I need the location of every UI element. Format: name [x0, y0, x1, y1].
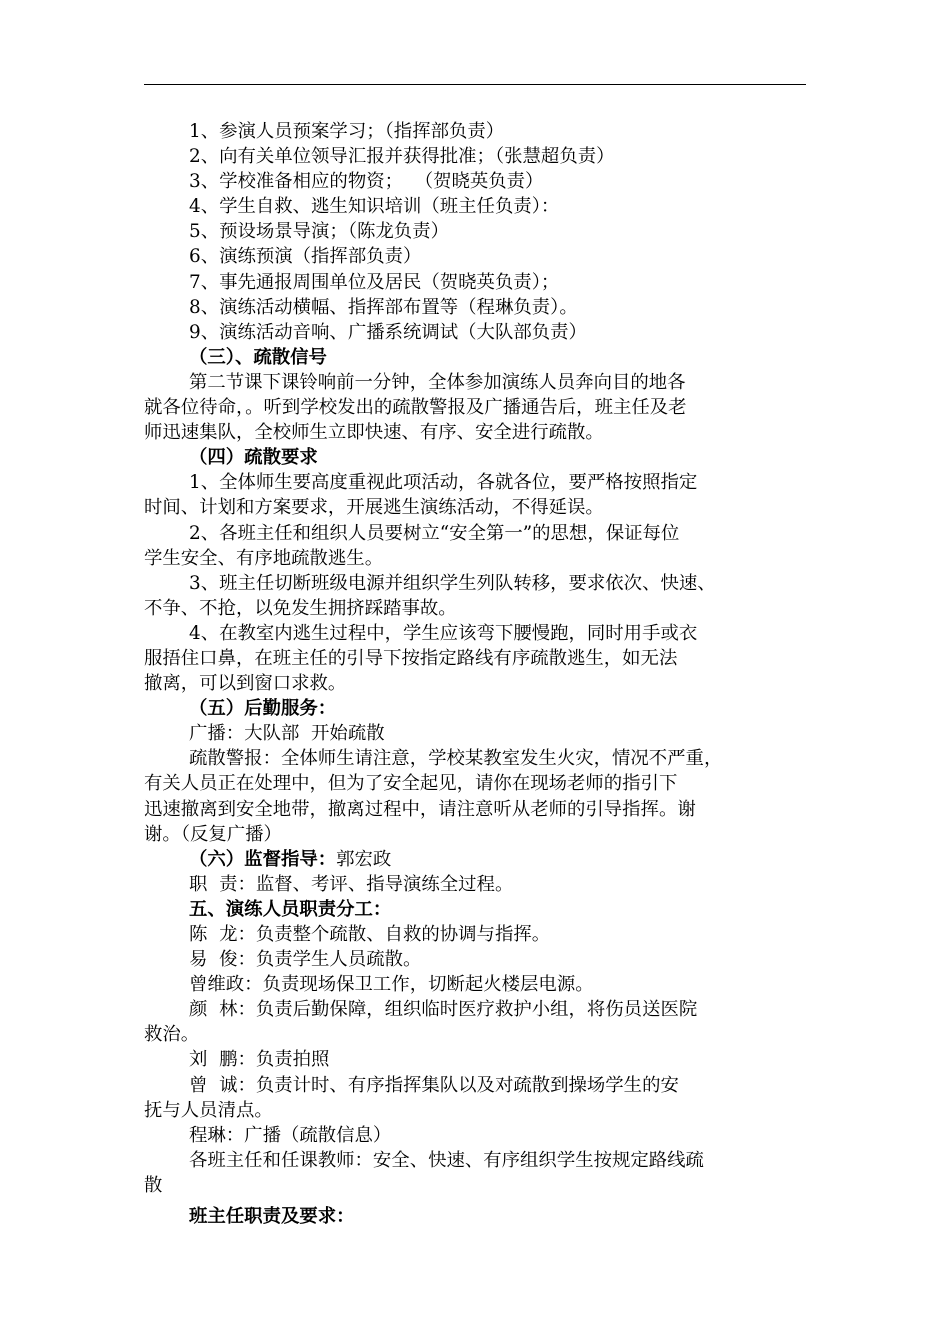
- paragraph-line: 服捂住口鼻，在班主任的引导下按指定路线有序疏散逃生，如无法: [144, 647, 678, 669]
- paragraph-line: 3、班主任切断班级电源并组织学生列队转移，要求依次、快速、: [189, 572, 716, 594]
- duty-line: 颜 林：负责后勤保障，组织临时医疗救护小组，将伤员送医院: [189, 999, 698, 1021]
- paragraph-line: 撤离，可以到窗口求救。: [144, 673, 347, 695]
- section-heading-evacuation-signal: （三）、疏散信号: [189, 346, 327, 368]
- paragraph-line: 2、各班主任和组织人员要树立“安全第一”的思想，保证每位: [189, 522, 680, 544]
- duty-line: 各班主任和任课教师：安全、快速、有序组织学生按规定路线疏: [189, 1149, 704, 1171]
- paragraph-line: 4、在教室内逃生过程中，学生应该弯下腰慢跑，同时用手或衣: [189, 622, 698, 644]
- duty-line: 易 俊：负责学生人员疏散。: [189, 949, 422, 971]
- supervisor-name: 郭宏政: [336, 848, 392, 870]
- paragraph-line: 迅速撤离到安全地带，撤离过程中，请注意听从老师的引导指挥。谢: [144, 798, 696, 820]
- section-heading-supervision: [144, 847, 806, 872]
- header-rule: [144, 84, 806, 85]
- prep-item-5: 5、预设场景导演；（陈龙负责）: [189, 221, 449, 243]
- prep-item-3: 3、学校准备相应的物资； （贺晓英负责）: [189, 171, 544, 193]
- paragraph-line: 不争、不抢，以免发生拥挤踩踏事故。: [144, 597, 457, 619]
- paragraph-line: 第二节课下课铃响前一分钟，全体参加演练人员奔向目的地各: [189, 371, 686, 393]
- paragraph-line: 有关人员正在处理中，但为了安全起见，请你在现场老师的指引下: [144, 773, 678, 795]
- section-heading-evacuation-requirements: （四）疏散要求: [189, 447, 318, 469]
- duty-line: 刘 鹏：负责拍照: [189, 1049, 330, 1071]
- section-heading-supervision-label: （六）监督指导：: [189, 848, 337, 870]
- prep-item-9: 9、演练活动音响、广播系统调试（大队部负责）: [189, 321, 587, 343]
- duty-line: 救治。: [144, 1024, 200, 1046]
- prep-item-1: 1、参演人员预案学习；（指挥部负责）: [189, 121, 505, 142]
- prep-item-7: 7、事先通报周围单位及居民（贺晓英负责）；: [189, 271, 560, 293]
- duty-line: 曾维政：负责现场保卫工作，切断起火楼层电源。: [189, 974, 594, 996]
- duty-line: 散: [144, 1174, 163, 1196]
- paragraph-line: 就各位待命，。听到学校发出的疏散警报及广播通告后，班主任及老: [144, 397, 687, 419]
- paragraph-line: 职 责：监督、考评、指导演练全过程。: [189, 873, 514, 895]
- prep-item-4: 4、学生自救、逃生知识培训（班主任负责）：: [189, 196, 560, 218]
- section-heading-staff-duties: 五、演练人员职责分工：: [189, 898, 392, 920]
- paragraph-line: 疏散警报：全体师生请注意，学校某教室发生火灾，情况不严重，: [189, 748, 723, 770]
- paragraph-line: 广播：大队部 开始疏散: [189, 723, 385, 745]
- prep-item-6: 6、演练预演（指挥部负责）: [189, 246, 422, 268]
- prep-item-2: 2、向有关单位领导汇报并获得批准；（张慧超负责）: [189, 146, 615, 168]
- prep-item-8: 8、演练活动横幅、指挥部布置等（程琳负责）。: [189, 296, 578, 318]
- paragraph-line: 时间、计划和方案要求，开展逃生演练活动，不得延误。: [144, 497, 604, 519]
- duty-line: 曾 诚：负责计时、有序指挥集队以及对疏散到操场学生的安: [189, 1074, 679, 1096]
- duty-line: 陈 龙：负责整个疏散、自救的协调与指挥。: [189, 924, 551, 945]
- paragraph-line: 谢。（反复广播）: [144, 823, 282, 845]
- document-body: [144, 119, 806, 1229]
- paragraph-line: 1、全体师生要高度重视此项活动，各就各位，要严格按照指定: [189, 472, 698, 494]
- duty-line: 抚与人员清点。: [144, 1099, 273, 1121]
- section-heading-head-teacher-duties: 班主任职责及要求：: [189, 1206, 355, 1228]
- section-heading-logistics: （五）后勤服务：: [189, 698, 337, 720]
- duty-line: 程琳：广播（疏散信息）: [189, 1124, 392, 1146]
- paragraph-line: 学生安全、有序地疏散逃生。: [144, 547, 384, 569]
- paragraph-line: 师迅速集队，全校师生立即快速、有序、安全进行疏散。: [144, 422, 604, 444]
